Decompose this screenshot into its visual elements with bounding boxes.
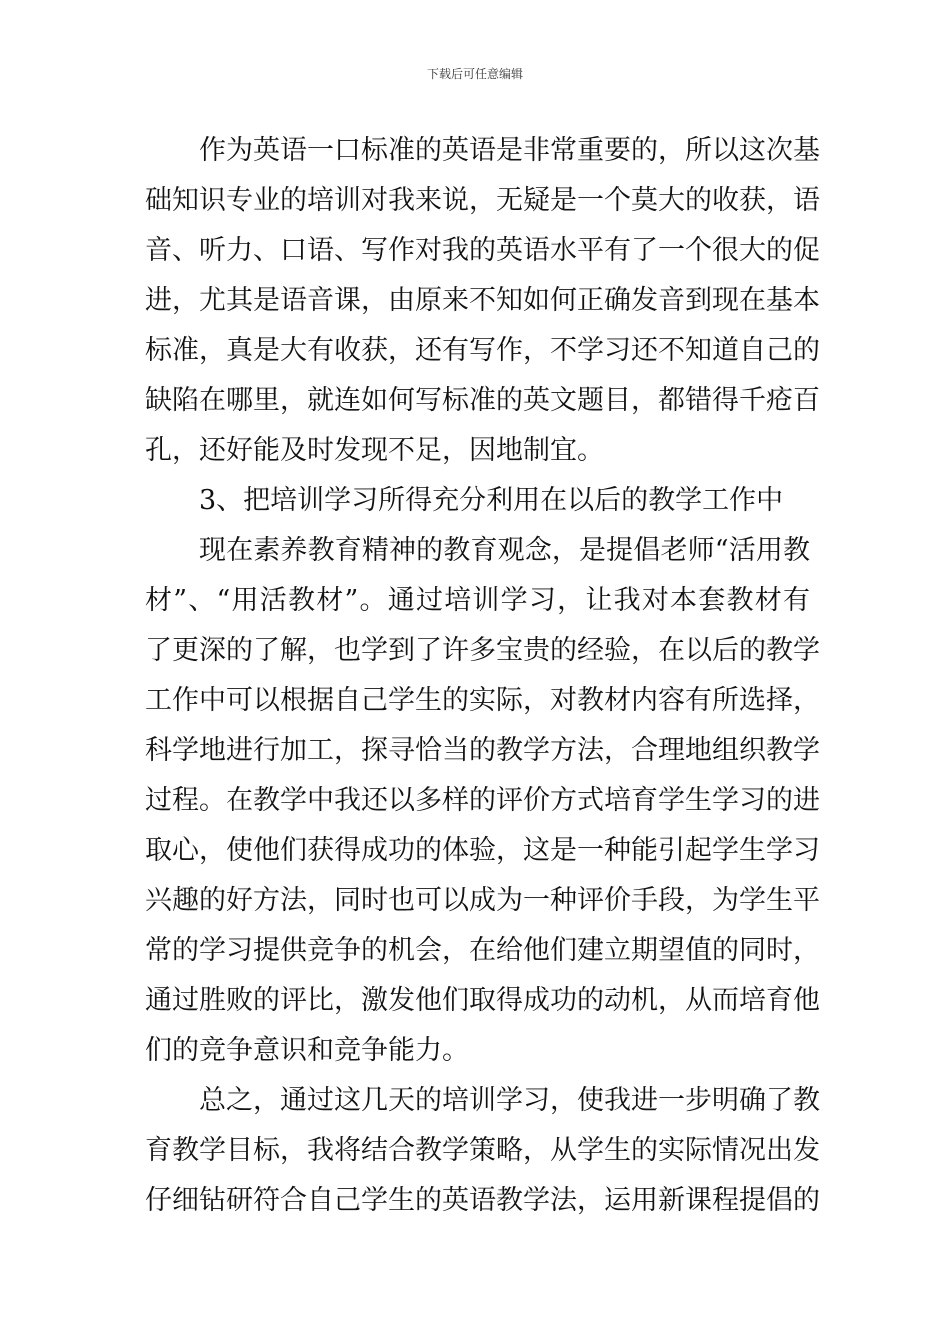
paragraph-1-line-4: 进，尤其是语音课，由原来不知如何正确发音到现在基本 — [145, 285, 820, 316]
paragraph-3-line-1: 总之，通过这几天的培训学习，使我进一步明确了教 — [199, 1085, 820, 1116]
paragraph-1-line-2: 础知识专业的培训对我来说，无疑是一个莫大的收获，语 — [145, 185, 820, 216]
paragraph-2-line-11: 们的竞争意识和竞争能力。 — [145, 1035, 469, 1066]
paragraph-1-line-5: 标准，真是大有收获，还有写作，不学习还不知道自己的 — [145, 335, 820, 366]
paragraph-1-line-3: 音、听力、口语、写作对我的英语水平有了一个很大的促 — [145, 235, 820, 266]
paragraph-2-line-1: 现在素养教育精神的教育观念，是提倡老师“活用教 — [199, 535, 810, 566]
paragraph-2-line-8: 兴趣的好方法，同时也可以成为一种评价手段，为学生平 — [145, 885, 820, 916]
page-header: 下载后可任意编辑 — [426, 67, 523, 81]
paragraph-1-line-6: 缺陷在哪里，就连如何写标准的英文题目，都错得千疮百 — [145, 385, 820, 416]
paragraph-3-line-3: 仔细钻研符合自己学生的英语教学法，运用新课程提倡的 — [145, 1185, 820, 1216]
paragraph-3-line-2: 育教学目标，我将结合教学策略，从学生的实际情况出发 — [145, 1135, 820, 1166]
paragraph-2-line-6: 过程。在教学中我还以多样的评价方式培育学生学习的进 — [145, 785, 820, 816]
paragraph-1-line-1: 作为英语一口标准的英语是非常重要的，所以这次基 — [199, 135, 820, 166]
paragraph-2-line-2: 材”、“用活教材”。通过培训学习，让我对本套教材有 — [145, 585, 810, 616]
paragraph-2-line-3: 了更深的了解，也学到了许多宝贵的经验，在以后的教学 — [145, 635, 820, 666]
paragraph-2-line-10: 通过胜败的评比，激发他们取得成功的动机，从而培育他 — [145, 985, 820, 1016]
paragraph-1-line-7: 孔，还好能及时发现不足，因地制宜。 — [145, 435, 604, 466]
section-heading: 3、把培训学习所得充分利用在以后的教学工作中 — [199, 485, 784, 516]
paragraph-2-line-7: 取心，使他们获得成功的体验，这是一种能引起学生学习 — [145, 835, 820, 866]
paragraph-2-line-9: 常的学习提供竞争的机会，在给他们建立期望值的同时， — [145, 935, 820, 966]
paragraph-2-line-5: 科学地进行加工，探寻恰当的教学方法，合理地组织教学 — [145, 735, 820, 766]
document-body — [145, 126, 820, 1226]
paragraph-2-line-4: 工作中可以根据自己学生的实际，对教材内容有所选择， — [145, 685, 820, 716]
